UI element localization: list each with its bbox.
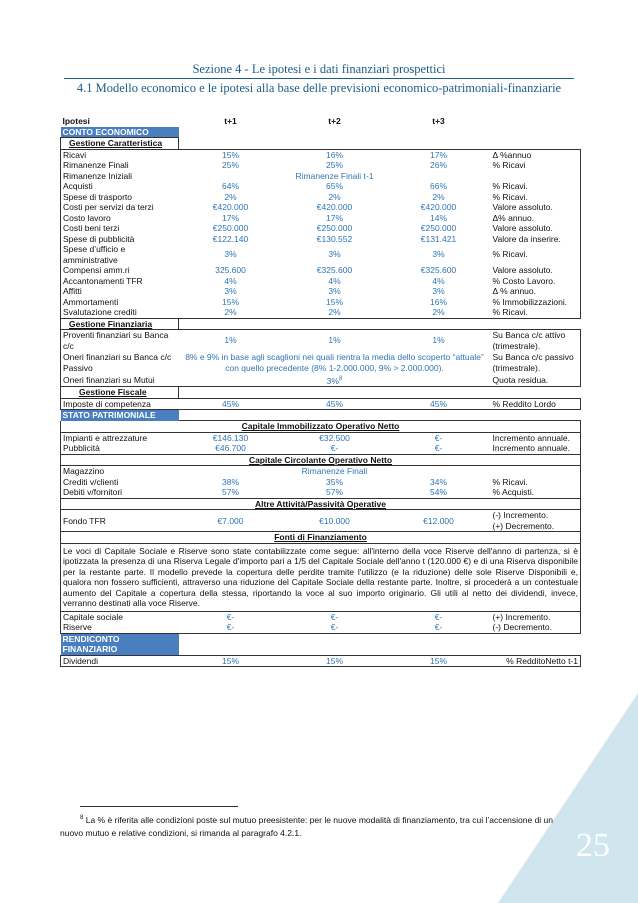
table-row [61,149,581,160]
pubblicita-t1: €46.700 [215,443,246,454]
row-value-t3: 26% [429,160,447,170]
row-value-t2: 4% [328,275,341,286]
row-value-t3: 16% [429,296,447,307]
oneri-mutui-note: Quota residua. [492,374,549,385]
subsection-title: 4.1 Modello economico e le ipotesi alla base delle previsioni economico-patrimoniali-finanziarie [64,78,574,96]
cap-imm-title: Capitale Immobilizzato Operativo Netto [241,421,400,432]
oneri-mutui-value: 3%$^8$ [326,375,343,386]
table-row [61,213,581,224]
row-note: Δ % annuo. [492,286,536,296]
row-value-t2: 3% [328,249,341,260]
row-label: Acquisti [63,181,93,191]
group-fiscale: Gestione Fiscale [61,387,179,399]
row-value-t3: €420.000 [420,202,457,212]
row-value-t1: 17% [221,212,239,223]
table-row [61,202,581,213]
debiti-label: Debiti v/fornitori [63,487,123,498]
page-number: 25 [576,827,610,864]
row-label: Rimanenze Finali [63,160,129,170]
row-note: % Ricavi [492,160,526,170]
oneri-mutui-label: Oneri finanziari su Mutui [63,374,155,385]
crediti-note: % Ricavi. [492,476,528,487]
header-t2: t+2 [328,116,341,126]
tfr-t3: €12.000 [423,515,454,526]
impianti-note: Incremento annuale. [492,432,570,443]
row-value-t2: 2% [328,191,341,202]
row-value-t1: 2% [224,191,237,202]
capitale-t1: €- [226,611,235,622]
row-value-t2: €130.552 [316,233,353,244]
row-value-merged: Rimanenze Finali t-1 [295,170,374,181]
table-row [61,297,581,308]
proventi-t2: 1% [328,335,341,346]
row-note: Δ% annuo. [492,212,535,223]
header-t1: t+1 [224,116,237,126]
row-value-t3: €250.000 [420,223,457,233]
corner-decoration [498,693,638,903]
table-row [61,307,581,318]
debiti-t2: 57% [325,487,343,498]
capitale-t2: €- [330,611,339,622]
proventi-t3: 1% [432,335,445,346]
table-row [61,510,581,532]
row-note: % Ricavi. [492,249,528,260]
row-value-t2: 25% [325,160,343,170]
oneri-cc-label: Oneri finanziari su Banca c/c Passivo [63,352,172,373]
section-title: Sezione 4 - Le ipotesi e i dati finanziari prospettici [192,62,446,76]
impianti-label: Impianti e attrezzature [63,432,148,443]
group-finanziaria: Gestione Finanziaria [61,318,179,330]
riserve-t1: €- [226,622,235,633]
table-row [61,234,581,245]
table-row [61,487,581,498]
riserve-t3: €- [434,622,443,633]
row-value-t2: 2% [328,307,341,317]
dividendi-label: Dividendi [63,655,98,666]
row-value-t2: 65% [325,181,343,191]
row-note: % Costo Lavoro. [492,275,556,286]
row-value-t3: 3% [432,249,445,260]
imposte-note: % Reddito Lordo [492,398,556,409]
row-label: Costi beni terzi [63,223,120,233]
tfr-label: Fondo TFR [63,515,106,526]
row-label: Spese di pubblicità [63,233,135,244]
dividendi-t3: 15% [429,655,447,666]
row-note: Valore da inserire. [492,233,561,244]
table-row [61,477,581,488]
ce-rows [61,149,581,318]
table-row [61,181,581,192]
row-note: Valore assoluto. [492,223,553,233]
row-value-t1: 15% [221,296,239,307]
row-label: Ricavi [63,149,87,160]
row-label: Ammortamenti [63,296,119,307]
row-note: % Ricavi. [492,307,528,317]
capitale-label: Capitale sociale [63,611,124,622]
impianti-t2: €32.500 [319,432,350,443]
fonti-paragraph: Le voci di Capitale Sociale e Riserve sono state contabilizzate come segue: all'interno della voce Riserve dell'anno di partenza, si è ipotizzata la presenza di una Riserva Legale d'importo pari a 1/5 del Capitale Sociale dell'anno t (120.000 €) e di una Riserva disponibile per la restante parte. Il modello prevede la copertura delle perdite tramite l'utilizzo (e la riduzione) delle sole Riserve Disponibili e, qualora non fossero sufficienti, attraverso una riduzione del Capitale Sociale della restante parte. Inoltre, si procederà a un contestuale aumento del Capitale a copertura della stessa, riportando la voce al suo importo originario. Gli utili al netto dei dividendi, invece, verranno destinati alla voce Riserve. [63,545,578,609]
dividendi-note: % RedditoNetto t-1 [506,655,578,666]
row-value-t3: 66% [429,181,447,191]
footnote [60,812,560,840]
table-row [61,398,581,410]
row-label: Rimanenze Iniziali [63,170,132,181]
cap-circ-title: Capitale Circolante Operativo Netto [248,454,393,465]
row-label: Compensi amm.ri [63,265,130,275]
row-note: % Ricavi. [492,181,528,191]
row-note: % Immobilizzazioni. [492,296,568,307]
row-value-t2: 15% [325,296,343,307]
row-value-t2: €325.600 [316,265,353,275]
imposte-t2: 45% [325,398,343,409]
table-row [61,244,581,265]
crediti-t2: 35% [325,476,343,487]
dividendi-t2: 15% [325,655,343,666]
altre-title: Altre Attività/Passività Operative [254,498,386,509]
crediti-t3: 34% [429,476,447,487]
magazzino-value: Rimanenze Finali [301,466,368,477]
row-note: Δ %annuo [492,149,532,160]
row-label: Svalutazione crediti [63,307,137,317]
table-row [61,611,581,622]
row-label: Spese d’ufficio e amministrative [63,244,126,265]
band-rendiconto: RENDICONTO FINANZIARIO [61,633,179,655]
header-t3: t+3 [432,116,445,126]
dividendi-t1: 15% [221,655,239,666]
row-value-t1: 3% [224,286,237,296]
band-conto-economico: CONTO ECONOMICO [61,127,179,138]
row-value-t3: 14% [429,212,447,223]
row-value-t1: €420.000 [212,202,249,212]
table-row [61,655,581,667]
riserve-note: (-) Decremento. [492,622,553,633]
table-row [61,330,581,352]
debiti-t3: 54% [429,487,447,498]
row-value-t1: 325.600 [215,265,246,275]
row-label: Affitti [63,286,82,296]
row-value-t1: 3% [224,249,237,260]
proventi-note: Su Banca c/c attivo (trimestrale). [492,330,566,351]
table-row [61,286,581,297]
pubblicita-label: Pubblicità [63,443,100,454]
row-value-t1: 64% [221,181,239,191]
hypotheses-table [60,116,581,667]
tfr-t2: €10.000 [319,515,350,526]
row-value-t1: 2% [224,307,237,317]
capitale-note: (+) Incremento. [492,611,551,622]
row-value-t3: €325.600 [420,265,457,275]
row-label: Accantonamenti TFR [63,275,143,286]
capitale-t3: €- [434,611,443,622]
debiti-note: % Acquisti. [492,487,535,498]
row-value-t1: €250.000 [212,223,249,233]
row-value-t1: 4% [224,275,237,286]
pubblicita-t3: €- [434,443,443,454]
row-note: % Ricavi. [492,191,528,202]
table-row [61,160,581,171]
row-value-t3: 2% [432,191,445,202]
magazzino-label: Magazzino [63,466,105,477]
table-row [61,466,581,477]
crediti-t1: 38% [221,476,239,487]
impianti-t3: €- [434,432,443,443]
proventi-label: Proventi finanziari su Banca c/c [63,330,169,351]
table-row [61,223,581,234]
tfr-note: (-) Incremento. (+) Decremento. [492,510,555,531]
row-value-t3: 17% [429,149,447,160]
row-value-t3: 4% [432,275,445,286]
crediti-label: Crediti v/clienti [63,476,119,487]
pubblicita-note: Incremento annuale. [492,443,570,454]
row-value-t2: 17% [325,212,343,223]
footnote-ref: 8 [338,376,343,382]
row-note: Valore assoluto. [492,265,553,275]
table-row [61,171,581,182]
group-caratteristica: Gestione Caratteristica [61,138,179,150]
row-value-t2: 3% [328,286,341,296]
debiti-t1: 57% [221,487,239,498]
header-ipotesi: Ipotesi [62,116,90,126]
table-row [61,622,581,633]
row-value-t3: 3% [432,286,445,296]
row-value-t1: 15% [221,149,239,160]
table-row [61,432,581,443]
oneri-cc-note: Su Banca c/c passivo (trimestrale). [492,352,574,373]
row-value-t2: 16% [325,149,343,160]
table-row [61,351,581,374]
row-value-t3: €131.421 [420,233,457,244]
row-label: Spese di trasporto [63,191,132,202]
pubblicita-t2: €- [330,443,339,454]
footnote-divider [80,806,238,807]
imposte-label: Imposte di competenza [63,398,151,409]
footnote-number: 8 [80,815,84,821]
row-value-t2: €420.000 [316,202,353,212]
fonti-title: Fonti di Finanziamento [274,532,367,543]
table-row [61,265,581,276]
row-value-t1: €122.140 [212,233,249,244]
row-note [491,171,581,182]
table-row [61,276,581,287]
row-value-t1: 25% [221,160,239,170]
imposte-t3: 45% [429,398,447,409]
proventi-t1: 1% [224,335,237,346]
row-note: Valore assoluto. [492,202,553,212]
riserve-label: Riserve [63,622,92,633]
riserve-t2: €- [330,622,339,633]
row-value-t3: 2% [432,307,445,317]
table-row [61,192,581,203]
table-row [61,443,581,454]
band-stato-patrimoniale: STATO PATRIMONIALE [61,410,179,421]
footnote-text: La % è riferita alle condizioni poste sul mutuo preesistente: per le nuove modalità di finanziamento, tra cui l’accensione di un nuovo mutuo e relative condizioni, si rimanda al paragrafo 4.2.1. [60,814,554,838]
imposte-t1: 45% [221,398,239,409]
row-label: Costo lavoro [63,212,111,223]
tfr-t1: €7.000 [217,515,244,526]
table-header [61,116,581,127]
row-value-t2: €250.000 [316,223,353,233]
table-row [61,374,581,387]
row-label: Costi per servizi da terzi [63,202,154,212]
oneri-cc-text: 8% e 9% in base agli scaglioni nei quali rientra la media dello scoperto “attuale” con quello precedente (8% 1-2.000.000, 9% > 2.000.000). [185,352,484,373]
impianti-t1: €146.130 [212,432,249,443]
